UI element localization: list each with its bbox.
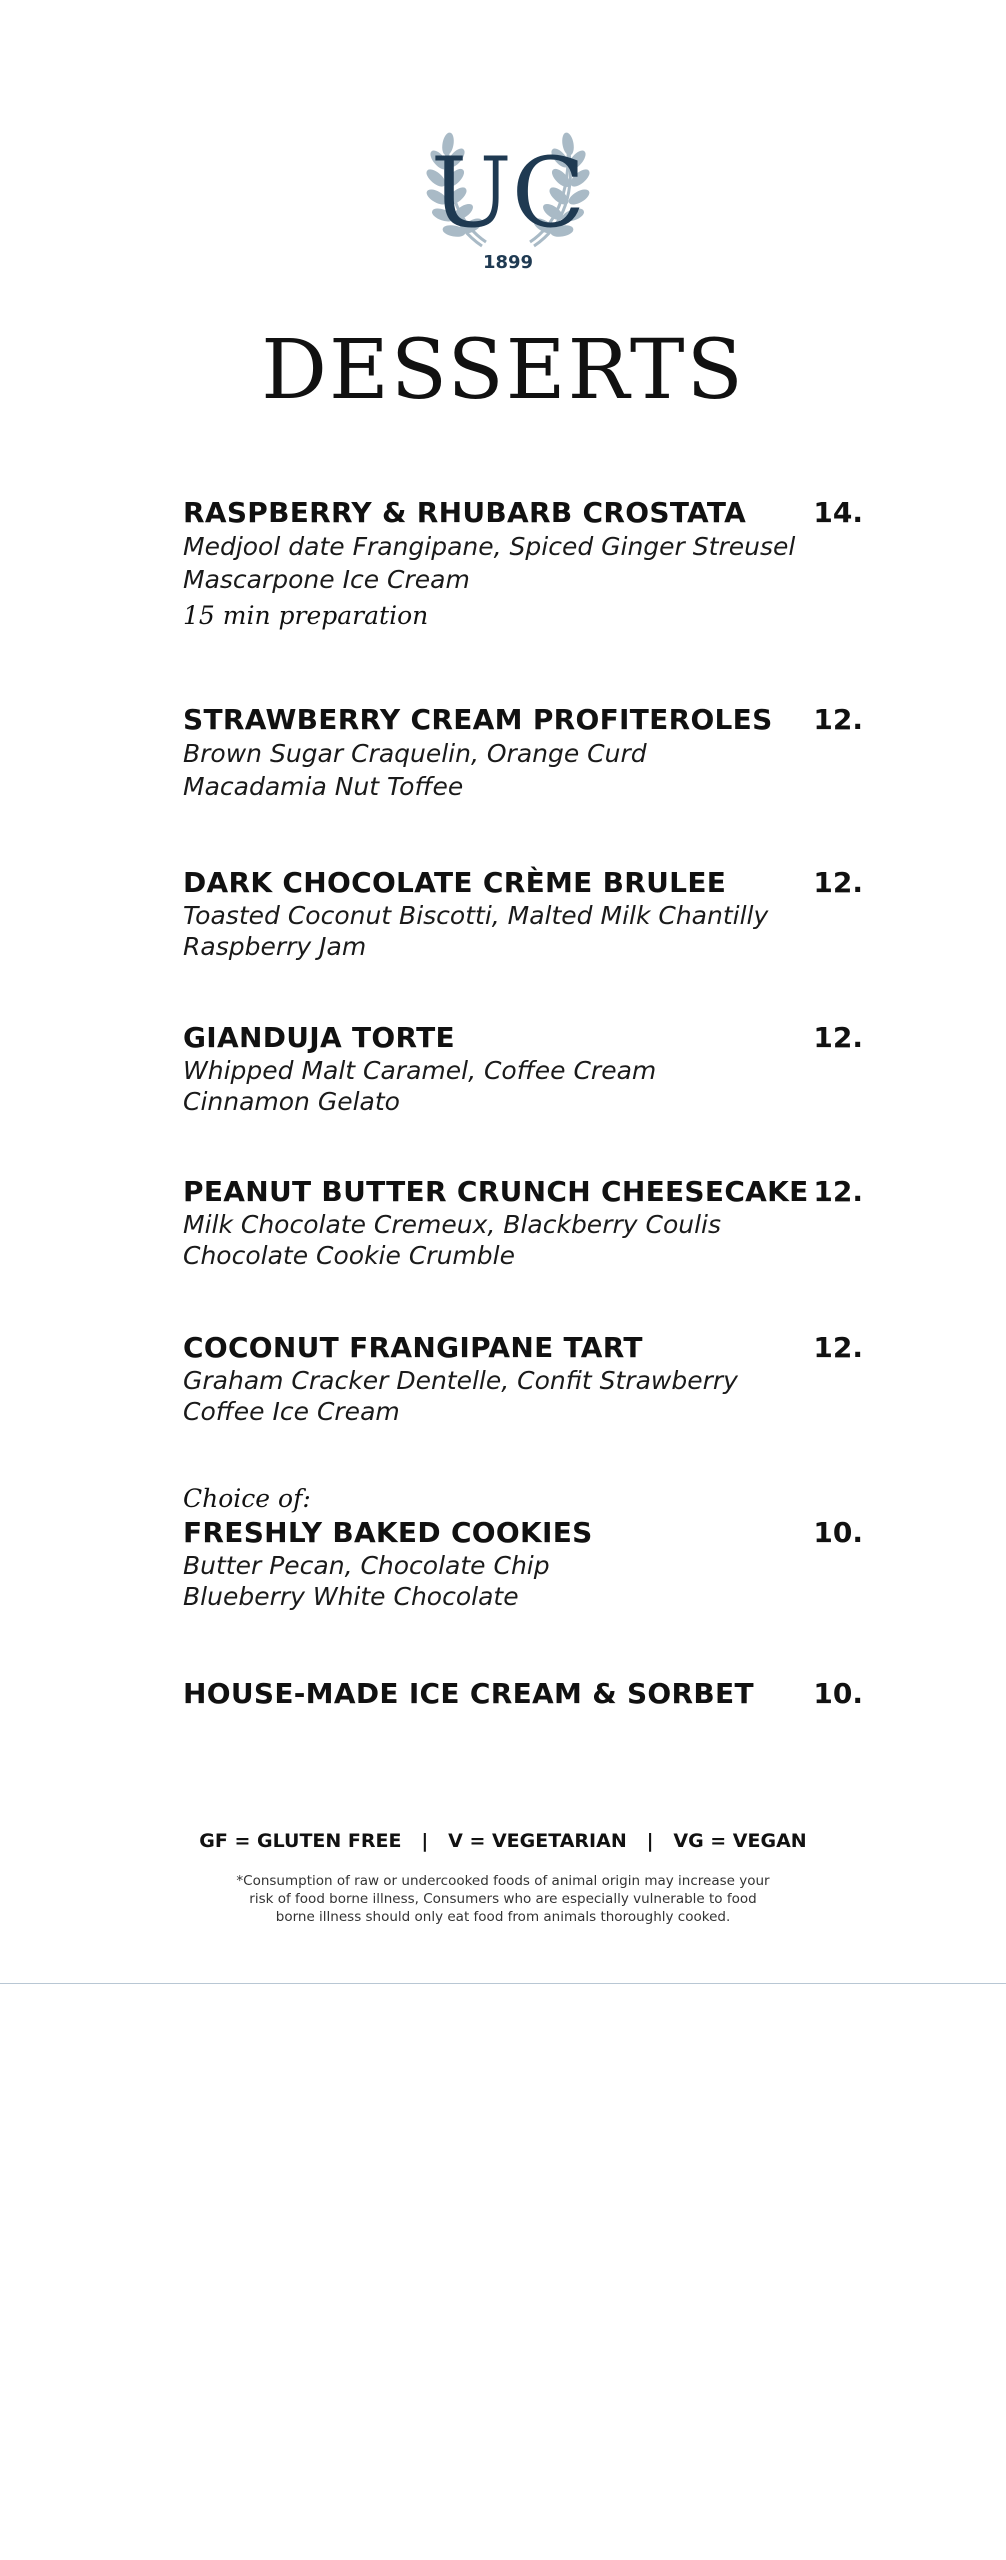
food-safety-disclaimer — [193, 1872, 813, 1926]
menu-item — [183, 1175, 863, 1271]
item-description-line: Toasted Coconut Biscotti, Malted Milk Chantilly — [183, 901, 769, 930]
item-name: FRESHLY BAKED COOKIES — [183, 1516, 593, 1549]
item-description-line: Butter Pecan, Chocolate Chip — [183, 1551, 550, 1580]
item-price: 14. — [813, 496, 863, 529]
item-name: COCONUT FRANGIPANE TART — [183, 1331, 643, 1364]
logo-monogram: UC — [430, 137, 586, 249]
divider-line — [0, 1983, 1006, 1984]
item-price: 10. — [813, 1677, 863, 1710]
item-description-line: Raspberry Jam — [183, 932, 367, 961]
item-name: DARK CHOCOLATE CRÈME BRULEE — [183, 866, 727, 899]
item-price: 10. — [813, 1516, 863, 1549]
disclaimer-line: borne illness should only eat food from animals thoroughly cooked. — [275, 1909, 731, 1925]
item-description-line: Coffee Ice Cream — [183, 1397, 400, 1426]
menu-item — [183, 1331, 863, 1427]
item-description-line: Milk Chocolate Cremeux, Blackberry Coulis — [183, 1210, 722, 1239]
menu-item — [183, 866, 863, 962]
uc-1899-logo — [412, 96, 604, 276]
item-name: PEANUT BUTTER CRUNCH CHEESECAKE — [183, 1175, 809, 1208]
item-price: 12. — [813, 1331, 863, 1364]
page-title: DESSERTS — [261, 323, 745, 418]
item-description-line: Mascarpone Ice Cream — [183, 565, 470, 594]
item-description-line: Whipped Malt Caramel, Coffee Cream — [183, 1056, 657, 1085]
item-description-line: Macadamia Nut Toffee — [183, 772, 464, 801]
disclaimer-line: risk of food borne illness, Consumers who are especially vulnerable to food — [249, 1891, 757, 1907]
item-description-line: Medjool date Frangipane, Spiced Ginger Streusel — [183, 532, 796, 561]
disclaimer-line: *Consumption of raw or undercooked foods of animal origin may increase your — [236, 1873, 770, 1889]
menu-item — [183, 703, 863, 803]
item-description-line: Graham Cracker Dentelle, Confit Strawberry — [183, 1366, 738, 1395]
item-price: 12. — [813, 703, 863, 736]
menu-item — [183, 496, 863, 634]
item-description-line: Blueberry White Chocolate — [183, 1582, 519, 1611]
item-price: 12. — [813, 1021, 863, 1054]
item-description-line: Brown Sugar Craquelin, Orange Curd — [183, 739, 647, 768]
item-price: 12. — [813, 866, 863, 899]
menu-item — [183, 1021, 863, 1117]
item-preparation-note: 15 min preparation — [183, 601, 429, 630]
item-description-line: Chocolate Cookie Crumble — [183, 1241, 515, 1270]
item-description-line: Cinnamon Gelato — [183, 1087, 400, 1116]
item-name: HOUSE-MADE ICE CREAM & SORBET — [183, 1677, 754, 1710]
menu-item — [183, 1482, 863, 1612]
item-choice-prefix: Choice of: — [183, 1484, 311, 1513]
menu-item — [183, 1677, 863, 1711]
item-name: STRAWBERRY CREAM PROFITEROLES — [183, 703, 773, 736]
item-name: RASPBERRY & RHUBARB CROSTATA — [183, 496, 747, 529]
logo-year: 1899 — [482, 252, 534, 273]
item-name: GIANDUJA TORTE — [183, 1021, 455, 1054]
item-price: 12. — [813, 1175, 863, 1208]
dietary-legend: GF = GLUTEN FREE | V = VEGETARIAN | VG = VEGAN — [199, 1830, 807, 1852]
